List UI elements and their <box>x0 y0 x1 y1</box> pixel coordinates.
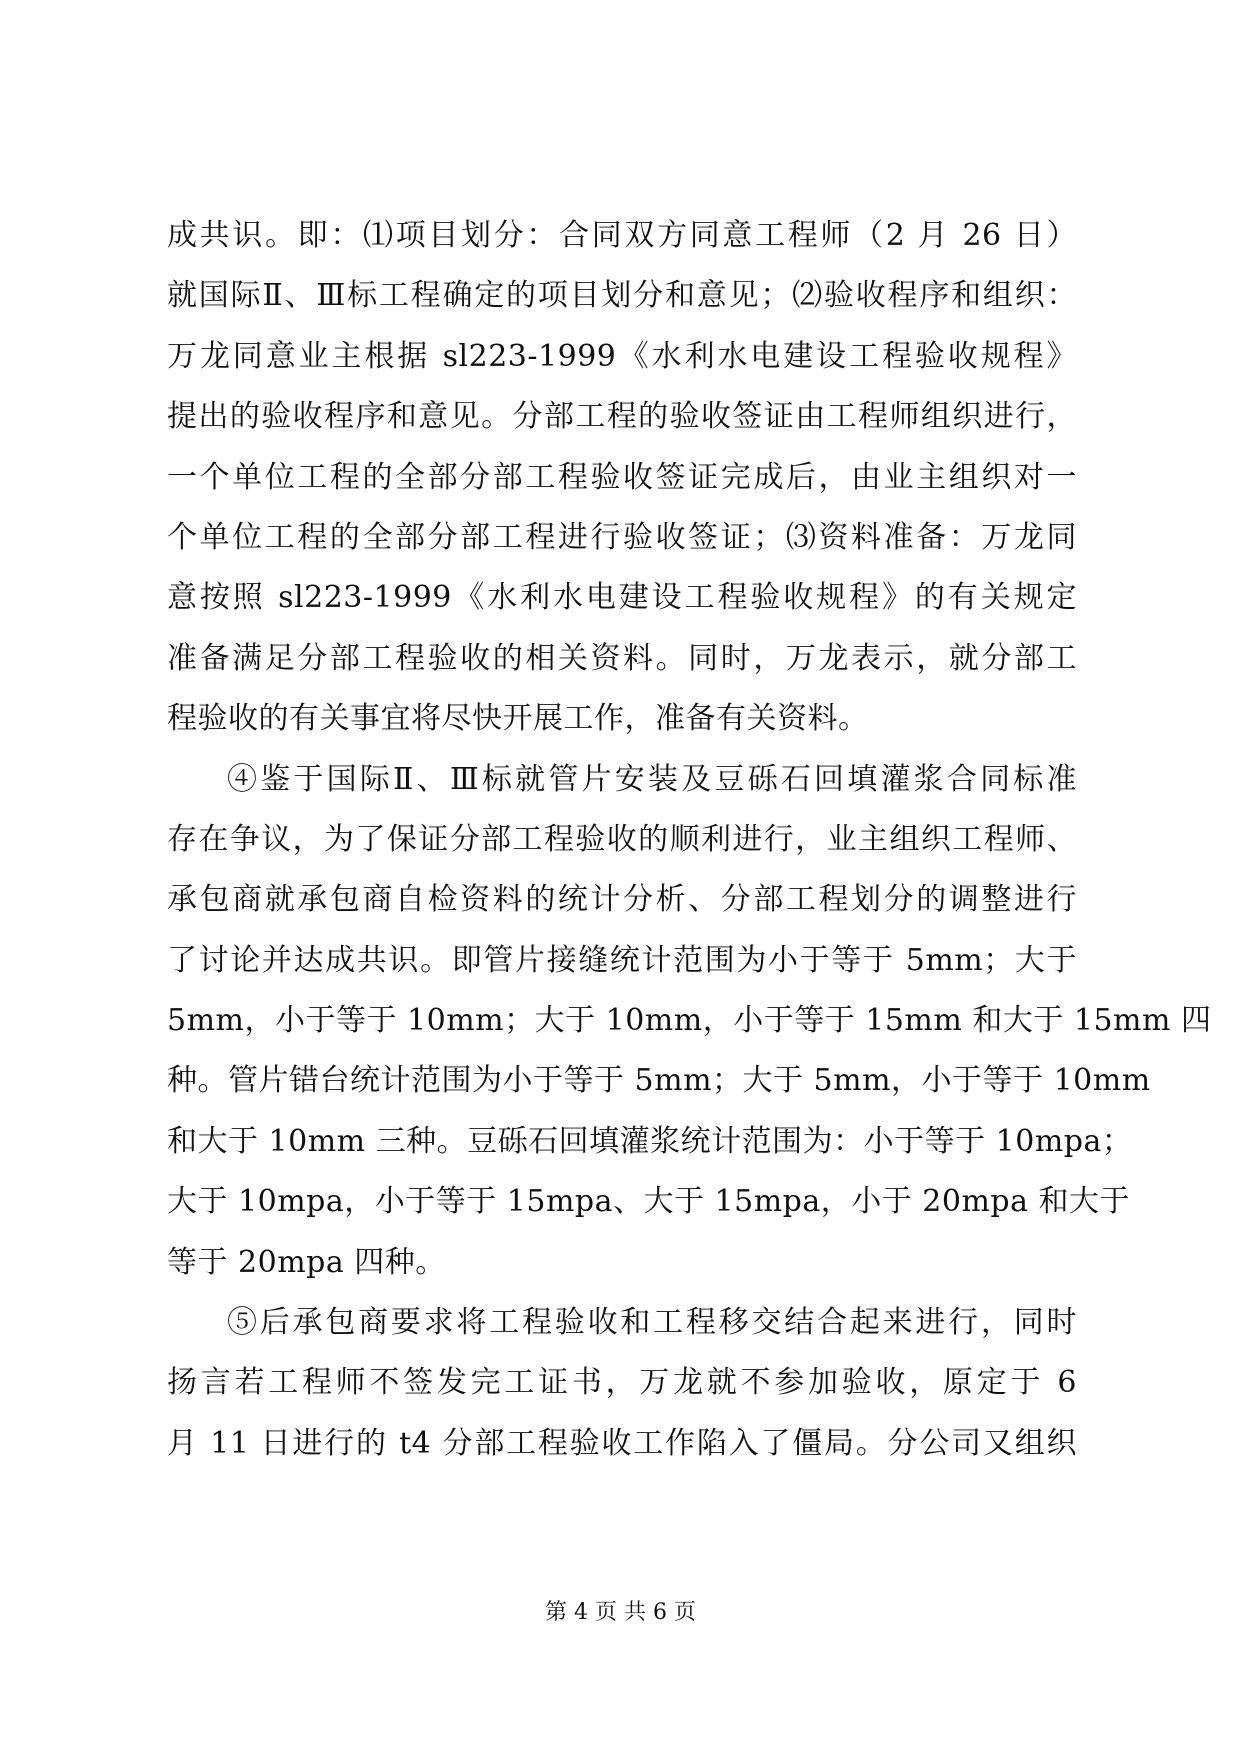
text-line: 大于 10mpa，小于等于 15mpa、大于 15mpa，小于 20mpa 和大于 <box>167 1184 1131 1220</box>
text-line: 等于 20mpa 四种。 <box>167 1244 446 1280</box>
text-line: 万龙同意业主根据 sl223-1999《水利水电建设工程验收规程》 <box>167 338 1077 374</box>
text-line: 成共识。即：⑴项目划分：合同双方同意工程师（2 月 26 日） <box>167 218 1077 253</box>
text-line: 个单位工程的全部分部工程进行验收签证；⑶资料准备：万龙同 <box>167 519 1077 555</box>
page-number-footer: 第 4 页 共 6 页 <box>545 1600 696 1625</box>
text-line: 月 11 日进行的 t4 分部工程验收工作陷入了僵局。分公司又组织 <box>167 1425 1077 1461</box>
text-line: 提出的验收程序和意见。分部工程的验收签证由工程师组织进行， <box>167 399 1077 435</box>
document-body <box>167 206 1212 1474</box>
paragraph-start-line: ⑤后承包商要求将工程验收和工程移交结合起来进行，同时 <box>227 1305 1077 1341</box>
text-line: 和大于 10mm 三种。豆砾石回填灌浆统计范围为：小于等于 10mpa； <box>167 1123 1133 1159</box>
text-line: 意按照 sl223-1999《水利水电建设工程验收规程》的有关规定 <box>167 580 1077 616</box>
text-line: 承包商就承包商自检资料的统计分析、分部工程划分的调整进行 <box>167 882 1077 918</box>
text-line: 就国际Ⅱ、Ⅲ标工程确定的项目划分和意见；⑵验收程序和组织： <box>167 278 1077 314</box>
text-line: 5mm，小于等于 10mm；大于 10mm，小于等于 15mm 和大于 15mm 四 <box>167 1003 1212 1039</box>
text-line: 准备满足分部工程验收的相关资料。同时，万龙表示，就分部工 <box>167 640 1077 676</box>
paragraph-start-line: ④鉴于国际Ⅱ、Ⅲ标就管片安装及豆砾石回填灌浆合同标准 <box>227 761 1077 797</box>
text-line: 一个单位工程的全部分部工程验收签证完成后，由业主组织对一 <box>167 459 1077 495</box>
text-line: 扬言若工程师不签发完工证书，万龙就不参加验收，原定于 6 <box>167 1365 1077 1401</box>
text-line: 存在争议，为了保证分部工程验收的顺利进行，业主组织工程师、 <box>167 821 1077 857</box>
text-line: 了讨论并达成共识。即管片接缝统计范围为小于等于 5mm；大于 <box>167 942 1077 978</box>
text-line: 种。管片错台统计范围为小于等于 5mm；大于 5mm，小于等于 10mm <box>167 1063 1151 1099</box>
text-line: 程验收的有关事宜将尽快开展工作，准备有关资料。 <box>167 701 869 737</box>
